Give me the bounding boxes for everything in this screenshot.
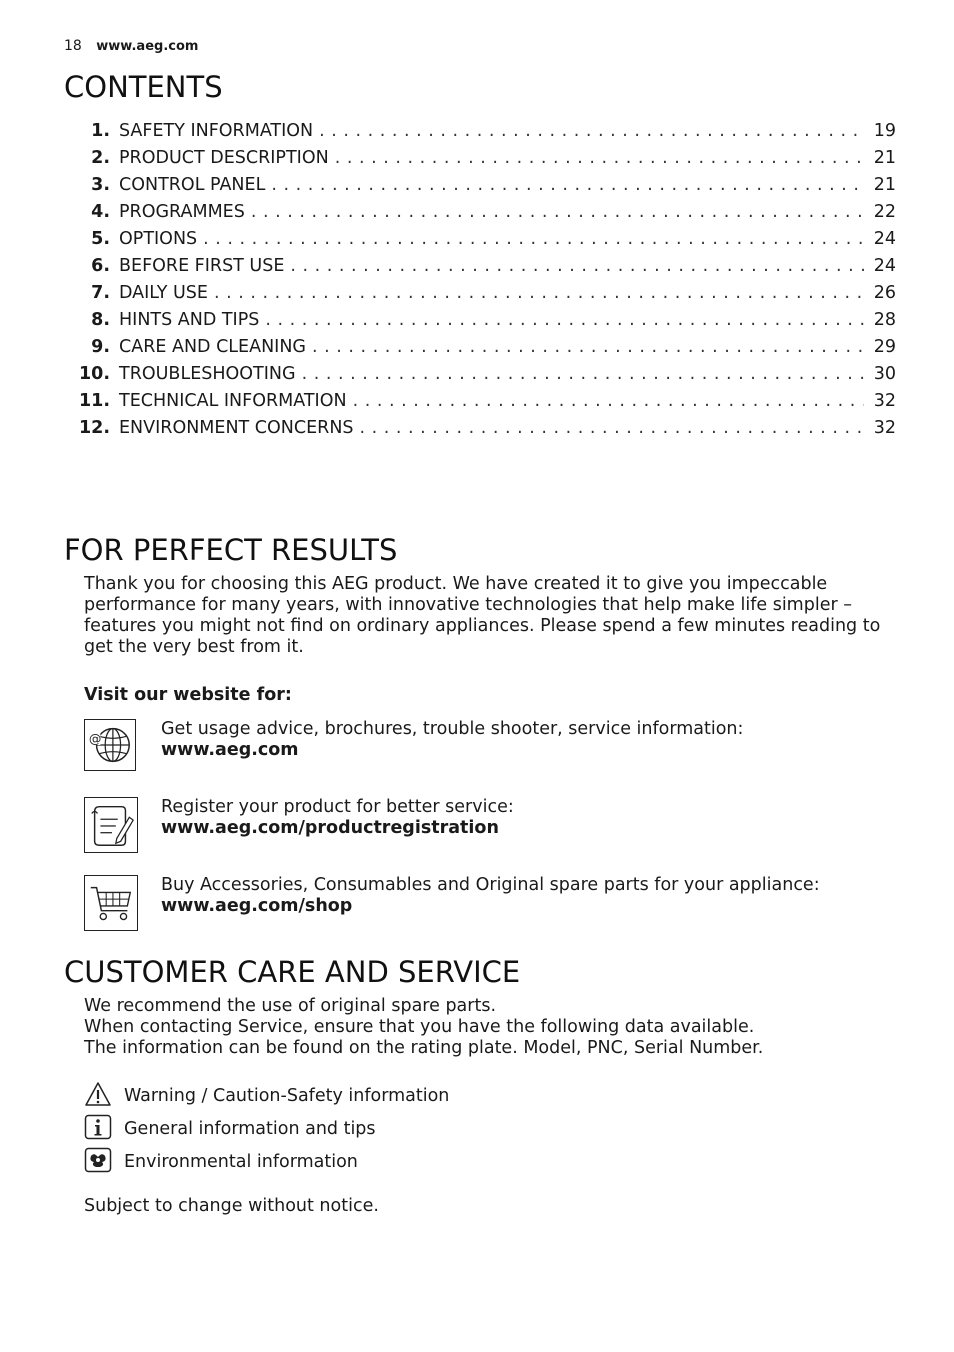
toc-leader-dots	[203, 229, 864, 249]
contents-heading: CONTENTS	[64, 70, 223, 104]
toc-title: TECHNICAL INFORMATION	[119, 391, 347, 411]
customer-care-text	[84, 996, 763, 1059]
toc-page: 19	[873, 121, 896, 141]
web-item-support	[84, 719, 899, 775]
toc-title: PRODUCT DESCRIPTION	[119, 148, 329, 168]
toc-leader-dots	[290, 256, 864, 276]
web-item-text: Buy Accessories, Consumables and Original spare parts for your appliance:	[161, 875, 820, 895]
toc-title: ENVIRONMENT CONCERNS	[119, 418, 354, 438]
web-item-text: Register your product for better service:	[161, 797, 514, 817]
registration-website-link[interactable]: www.aeg.com/productregistration	[161, 818, 499, 838]
header-website: www.aeg.com	[96, 39, 199, 54]
toc-page: 28	[873, 310, 896, 330]
toc-entry[interactable]	[78, 391, 896, 418]
warning-triangle-icon	[84, 1081, 112, 1107]
toc-leader-dots	[265, 310, 864, 330]
toc-title: TROUBLESHOOTING	[119, 364, 296, 384]
page-header	[64, 38, 198, 54]
legend-label: Environmental information	[124, 1152, 358, 1172]
toc-number: 8.	[91, 310, 110, 330]
web-item-shop	[84, 875, 899, 931]
legend-label: Warning / Caution-Safety information	[124, 1086, 450, 1106]
customer-care-heading: CUSTOMER CARE AND SERVICE	[64, 955, 521, 989]
registration-pen-icon	[84, 797, 138, 853]
care-line: When contacting Service, ensure that you have the following data available.	[84, 1017, 755, 1037]
toc-entry[interactable]	[78, 148, 896, 175]
table-of-contents	[78, 121, 896, 445]
toc-entry[interactable]	[78, 202, 896, 229]
toc-page: 32	[873, 418, 896, 438]
shop-website-link[interactable]: www.aeg.com/shop	[161, 896, 353, 916]
toc-page: 22	[873, 202, 896, 222]
toc-leader-dots	[319, 121, 864, 141]
toc-entry[interactable]	[78, 418, 896, 445]
web-item-text: Get usage advice, brochures, trouble shooter, service information:	[161, 719, 744, 739]
web-item-registration	[84, 797, 899, 853]
toc-page: 32	[873, 391, 896, 411]
toc-page: 21	[873, 148, 896, 168]
page-number: 18	[64, 38, 82, 54]
toc-page: 24	[873, 229, 896, 249]
care-line: We recommend the use of original spare parts.	[84, 996, 497, 1016]
toc-leader-dots	[251, 202, 864, 222]
toc-title: BEFORE FIRST USE	[119, 256, 285, 276]
toc-leader-dots	[312, 337, 864, 357]
toc-entry[interactable]	[78, 229, 896, 256]
toc-number: 1.	[91, 121, 110, 141]
perfect-results-heading: FOR PERFECT RESULTS	[64, 533, 398, 567]
globe-at-icon	[84, 719, 136, 771]
toc-number: 12.	[78, 418, 110, 438]
shopping-cart-icon	[84, 875, 138, 931]
toc-title: DAILY USE	[119, 283, 208, 303]
toc-title: SAFETY INFORMATION	[119, 121, 314, 141]
care-line: The information can be found on the rating plate. Model, PNC, Serial Number.	[84, 1038, 764, 1058]
toc-title: PROGRAMMES	[119, 202, 245, 222]
toc-title: CARE AND CLEANING	[119, 337, 306, 357]
info-icon	[84, 1114, 112, 1140]
change-notice: Subject to change without notice.	[84, 1196, 379, 1216]
toc-page: 21	[873, 175, 896, 195]
toc-number: 4.	[91, 202, 110, 222]
toc-entry[interactable]	[78, 175, 896, 202]
toc-number: 10.	[78, 364, 110, 384]
toc-number: 2.	[91, 148, 110, 168]
toc-page: 30	[873, 364, 896, 384]
environment-icon	[84, 1147, 112, 1173]
toc-number: 7.	[91, 283, 110, 303]
svg-text:@: @	[88, 731, 102, 747]
toc-entry[interactable]	[78, 310, 896, 337]
toc-entry[interactable]	[78, 337, 896, 364]
toc-leader-dots	[360, 418, 864, 438]
toc-leader-dots	[353, 391, 864, 411]
toc-title: OPTIONS	[119, 229, 198, 249]
intro-paragraph: Thank you for choosing this AEG product. We have created it to give you impeccable performance for many years, with innovative technologies that help make life simpler – features you might not find on ordinary appliances. Please spend a few minutes reading to get the very best from it.	[84, 574, 881, 657]
toc-number: 6.	[91, 256, 110, 276]
toc-title: HINTS AND TIPS	[119, 310, 260, 330]
toc-number: 5.	[91, 229, 110, 249]
toc-page: 24	[873, 256, 896, 276]
toc-leader-dots	[271, 175, 864, 195]
visit-label: Visit our website for:	[84, 685, 292, 705]
toc-leader-dots	[302, 364, 864, 384]
toc-entry[interactable]	[78, 256, 896, 283]
support-website-link[interactable]: www.aeg.com	[161, 740, 299, 760]
toc-entry[interactable]	[78, 121, 896, 148]
toc-page: 29	[873, 337, 896, 357]
toc-number: 11.	[78, 391, 110, 411]
toc-leader-dots	[214, 283, 864, 303]
toc-number: 3.	[91, 175, 110, 195]
legend-label: General information and tips	[124, 1119, 376, 1139]
toc-entry[interactable]	[78, 283, 896, 310]
toc-leader-dots	[335, 148, 864, 168]
toc-number: 9.	[91, 337, 110, 357]
toc-entry[interactable]	[78, 364, 896, 391]
toc-page: 26	[873, 283, 896, 303]
toc-title: CONTROL PANEL	[119, 175, 266, 195]
